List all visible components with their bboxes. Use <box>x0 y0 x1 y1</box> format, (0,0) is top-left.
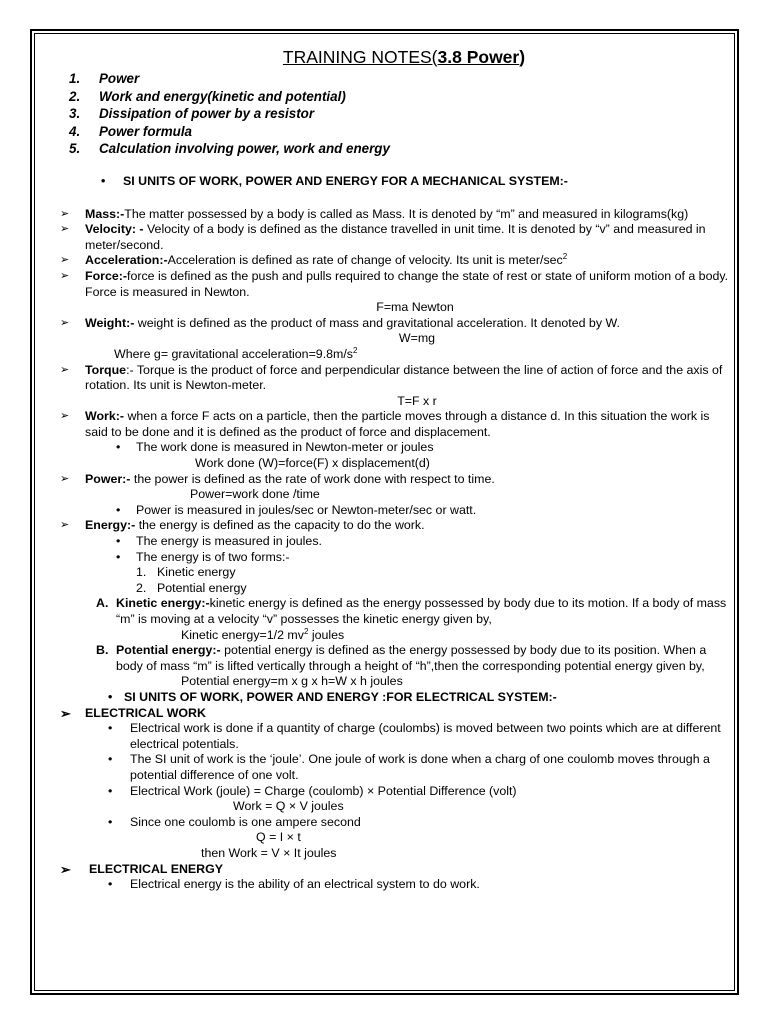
definition-torque <box>60 363 730 394</box>
definition-velocity <box>60 222 730 253</box>
heading-text: SI UNITS OF WORK, POWER AND ENERGY FOR A MECHANICAL SYSTEM:- <box>123 173 568 188</box>
mechanical-section-heading <box>60 174 730 190</box>
topic-item <box>69 105 730 123</box>
energy-bullet <box>60 534 730 550</box>
item-label: B. <box>96 643 109 658</box>
topic-item <box>69 123 730 141</box>
document-body <box>60 46 730 893</box>
topic-text: Power formula <box>99 123 193 139</box>
heading-text: ELECTRICAL WORK <box>85 705 206 720</box>
bullet-text: The energy is of two forms:- <box>136 549 290 564</box>
bullet-icon: • <box>116 534 121 549</box>
formula-unit: joules <box>308 627 345 642</box>
term: Mass:- <box>85 206 125 221</box>
term: Work:- <box>85 409 125 424</box>
electrical-section-heading <box>60 690 730 706</box>
formula-torque: T=F x r <box>397 393 437 408</box>
formula-potential: Potential energy=m x g x h=W x h joules <box>181 674 403 689</box>
bullet-icon: • <box>108 752 113 767</box>
definition-potential-energy <box>60 643 730 674</box>
bullet-icon: • <box>108 721 113 736</box>
arrow-icon: ➢ <box>60 861 71 877</box>
electrical-energy-heading <box>60 862 730 878</box>
term: Acceleration:- <box>85 253 168 268</box>
bullet-text: Power is measured in joules/sec or Newton-meter/sec or watt. <box>136 502 477 517</box>
arrow-icon: ➢ <box>60 316 70 329</box>
page-title <box>60 46 730 68</box>
topic-item <box>69 140 730 158</box>
arrow-icon: ➢ <box>60 705 71 721</box>
bullet-icon: • <box>108 689 113 704</box>
bullet-icon: • <box>116 502 121 517</box>
term: Weight:- <box>85 315 135 330</box>
definition-text: when a force F acts on a particle, then the particle moves through a distance d. In this situation the work is said to be done and it is defined as the product of force and displacement. <box>85 409 710 439</box>
formula-force: F=ma Newton <box>376 300 454 315</box>
energy-form-item <box>60 581 730 597</box>
arrow-icon: ➢ <box>60 269 70 282</box>
bullet-text: Electrical Work (joule) = Charge (coulomb) × Potential Difference (volt) <box>130 783 517 798</box>
electrical-work-heading <box>60 706 730 722</box>
definition-acceleration <box>60 253 730 269</box>
bullet-icon: • <box>101 173 106 188</box>
definition-text: kinetic energy is defined as the energy possessed by body due to its motion. If a body of mass “m” is moving at a velocity “v” possesses the kinetic energy given by, <box>116 596 727 626</box>
arrow-icon: ➢ <box>60 254 70 267</box>
electrical-work-bullet <box>60 815 730 831</box>
bullet-text: The SI unit of work is the ‘joule’. One joule of work is done when a charg of one coulomb moves through a potential difference of one volt. <box>130 752 710 782</box>
topic-number: 2. <box>69 88 81 104</box>
title-text: TRAINING NOTES( <box>282 47 438 67</box>
formula-power: Power=work done /time <box>190 487 320 502</box>
arrow-icon: ➢ <box>60 472 70 485</box>
definition-text: force is defined as the push and pulls required to change the state of rest or state of uniform motion of a body. Force is measured in Newton. <box>85 268 729 299</box>
gravity-note <box>60 347 730 363</box>
term: Force:- <box>85 268 127 283</box>
bullet-text: The energy is measured in joules. <box>136 534 322 549</box>
energy-bullet <box>60 550 730 566</box>
title-close: ) <box>519 47 526 67</box>
definition-mass <box>60 207 730 223</box>
arrow-icon: ➢ <box>60 410 70 423</box>
bullet-text: Electrical work is done if a quantity of charge (coulombs) is moved between two points which are at different electrical potentials. <box>130 721 721 751</box>
term: Torque <box>85 362 127 377</box>
definition-weight <box>60 316 730 332</box>
topic-number: 3. <box>69 106 81 122</box>
bullet-text: The work done is measured in Newton-meter or joules <box>136 440 434 455</box>
superscript: 2 <box>562 252 568 262</box>
definition-force <box>60 269 730 300</box>
topic-text: Power <box>99 71 140 86</box>
title-bold: 3.8 Power <box>437 47 520 67</box>
term: Kinetic energy:- <box>116 596 210 611</box>
formula-weight: W=mg <box>398 331 436 346</box>
topic-item <box>69 70 730 88</box>
topic-text: Work and energy(kinetic and potential) <box>99 88 346 104</box>
definition-text: Acceleration is defined as rate of change of velocity. Its unit is meter/sec <box>167 253 563 268</box>
definition-text: the power is defined as the rate of work done with respect to time. <box>130 471 495 486</box>
term: Energy:- <box>85 518 136 533</box>
form-text: Potential energy <box>157 580 247 595</box>
definition-text: The matter possessed by a body is called as Mass. It is denoted by “m” and measured in kilograms(kg) <box>124 206 689 221</box>
topic-item <box>69 88 730 106</box>
arrow-icon: ➢ <box>60 363 70 376</box>
electrical-work-bullet <box>60 784 730 800</box>
electrical-work-bullet <box>60 752 730 783</box>
topic-number: 1. <box>69 71 81 86</box>
power-unit-bullet <box>60 503 730 519</box>
topic-number: 4. <box>69 123 81 139</box>
superscript: 2 <box>303 626 309 636</box>
form-number: 2. <box>136 580 147 595</box>
formula-kinetic <box>60 628 730 644</box>
definition-text: :- Torque is the product of force and perpendicular distance between the line of action of force and the axis of rotation. Its unit is Newton-meter. <box>85 362 723 393</box>
term: Potential energy:- <box>116 643 221 658</box>
definition-text: weight is defined as the product of mass and gravitational acceleration. It denoted by W. <box>134 315 620 330</box>
formula-work-vit: then Work = V × It joules <box>201 845 337 860</box>
topic-list <box>60 70 730 158</box>
bullet-text: Electrical energy is the ability of an electrical system to do work. <box>130 877 480 892</box>
heading-text: ELECTRICAL ENERGY <box>89 861 224 876</box>
superscript: 2 <box>353 345 358 355</box>
definition-text: Velocity of a body is defined as the distance travelled in unit time. It is denoted by “v” and measured in meter/second. <box>85 222 706 252</box>
formula-text: Kinetic energy=1/2 mv <box>181 627 304 642</box>
definition-energy <box>60 518 730 534</box>
formula-charge: Q = I × t <box>256 830 301 845</box>
topic-text: Calculation involving power, work and energy <box>99 141 390 157</box>
heading-text: SI UNITS OF WORK, POWER AND ENERGY :FOR ELECTRICAL SYSTEM:- <box>124 689 557 704</box>
electrical-work-bullet <box>60 721 730 752</box>
term: Velocity: - <box>85 222 144 237</box>
form-number: 1. <box>136 565 147 580</box>
term: Power:- <box>85 471 131 486</box>
formula-electrical-work: Work = Q × V joules <box>233 799 344 814</box>
topic-text: Dissipation of power by a resistor <box>99 106 315 122</box>
bullet-icon: • <box>116 549 121 564</box>
electrical-energy-bullet <box>60 877 730 893</box>
item-label: A. <box>96 596 109 611</box>
topic-number: 5. <box>69 141 81 157</box>
bullet-text: Since one coulomb is one ampere second <box>130 814 361 829</box>
work-unit-bullet <box>60 440 730 456</box>
arrow-icon: ➢ <box>60 223 70 236</box>
arrow-icon: ➢ <box>60 207 70 220</box>
bullet-icon: • <box>108 877 113 892</box>
definition-power <box>60 472 730 488</box>
definition-kinetic-energy <box>60 596 730 627</box>
note-text: Where g= gravitational acceleration=9.8m/s <box>114 346 353 361</box>
arrow-icon: ➢ <box>60 519 70 532</box>
formula-work: Work done (W)=force(F) x displacement(d) <box>195 456 430 471</box>
definition-text: potential energy is defined as the energy possessed by body due to its position. When a body of mass “m” is lifted vertically through a height of “h”,then the corresponding potential energy given by, <box>116 643 707 673</box>
bullet-icon: • <box>116 440 121 455</box>
definition-work <box>60 409 730 440</box>
bullet-icon: • <box>108 783 113 798</box>
energy-form-item <box>60 565 730 581</box>
definition-text: the energy is defined as the capacity to do the work. <box>135 518 425 533</box>
form-text: Kinetic energy <box>157 565 236 580</box>
bullet-icon: • <box>108 814 113 829</box>
